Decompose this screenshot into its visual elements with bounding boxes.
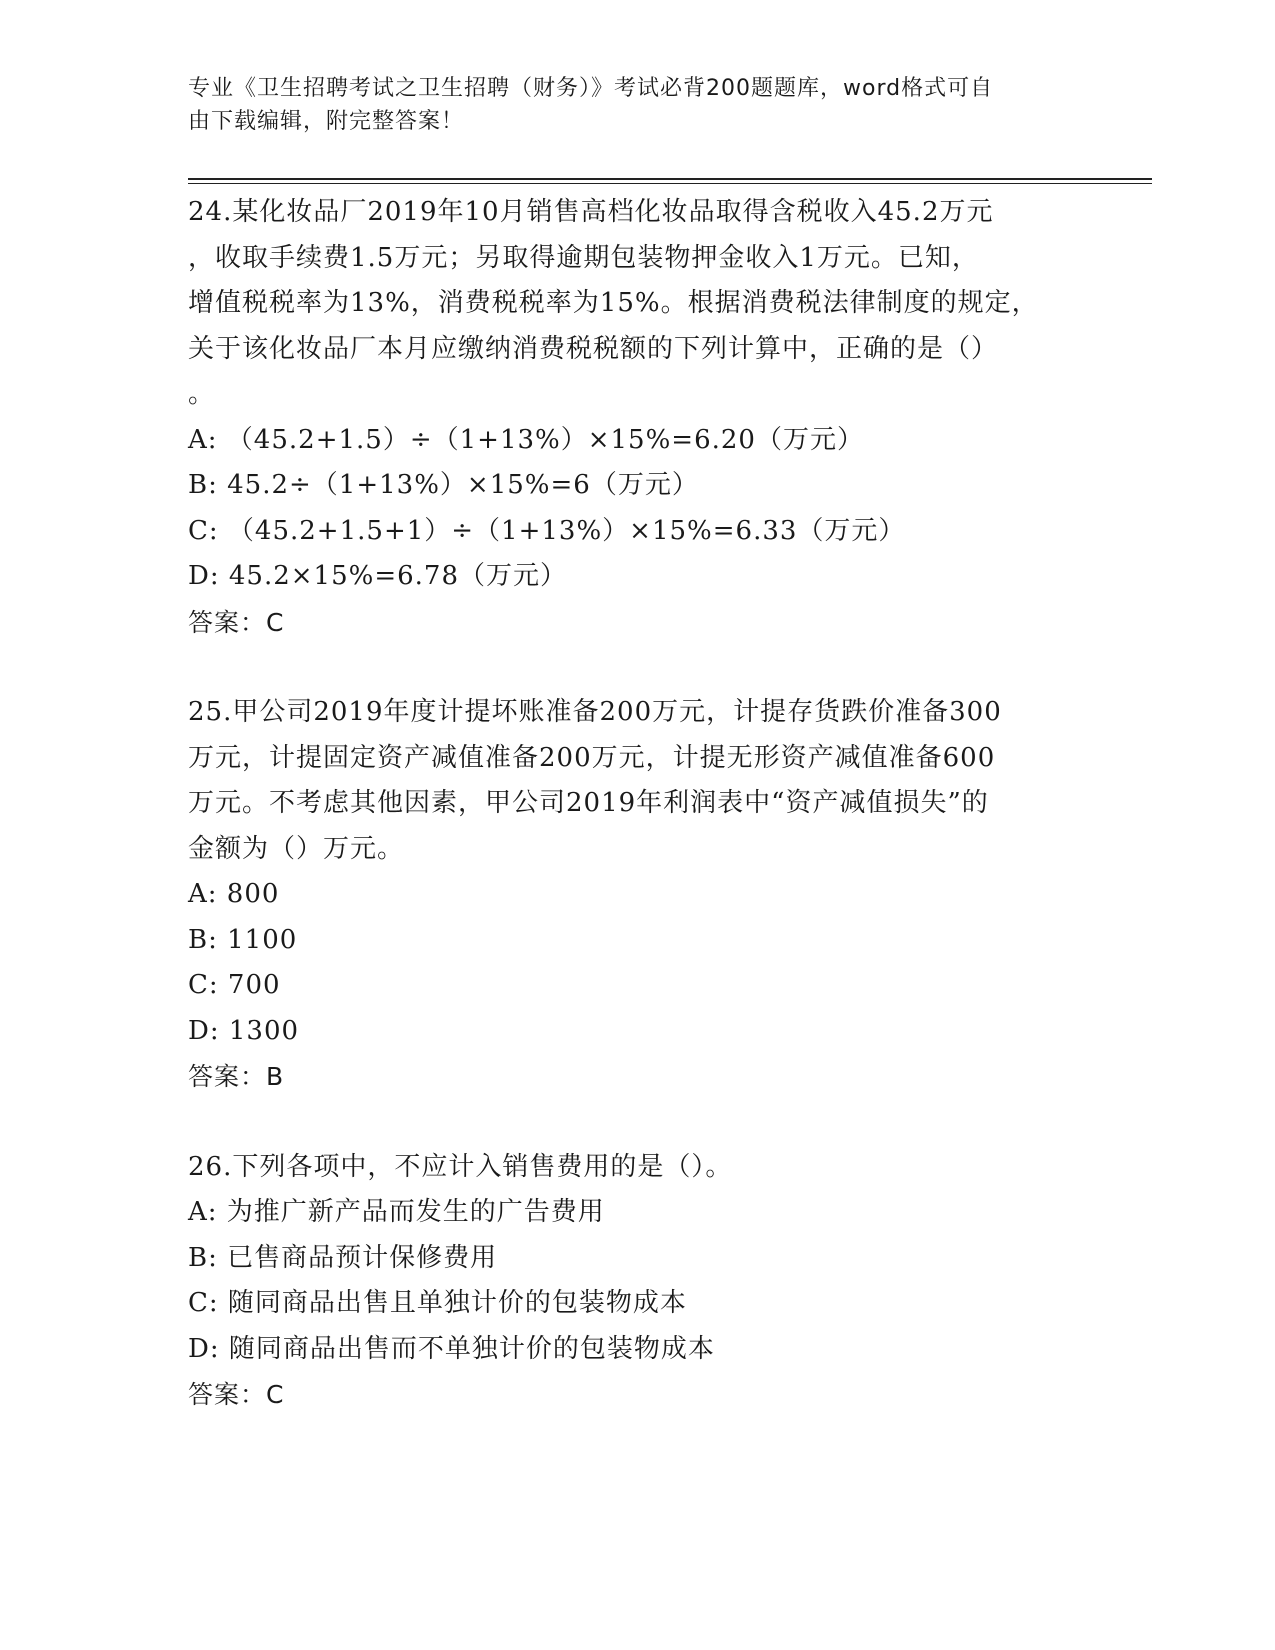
option-b: B: 1100: [188, 924, 298, 955]
header-rule-thin: [188, 183, 1152, 184]
question-stem-line: 关于该化妆品厂本月应缴纳消费税税额的下列计算中，正确的是（）: [188, 333, 999, 364]
option-c: C: （45.2+1.5+1）÷（1+13%）×15%=6.33（万元）: [188, 515, 906, 546]
header-line-1: 专业《卫生招聘考试之卫生招聘（财务）》考试必背200题题库，word格式可自: [188, 76, 994, 101]
option-b: B: 已售商品预计保修费用: [188, 1242, 498, 1273]
answer-line: 答案：C: [188, 607, 285, 637]
option-a: A: 为推广新产品而发生的广告费用: [188, 1197, 605, 1227]
header-rule-thick: [188, 178, 1152, 180]
option-b: B: 45.2÷（1+13%）×15%=6（万元）: [188, 470, 699, 500]
question-stem-line: 增值税税率为13%，消费税税率为15%。根据消费税法律制度的规定，: [188, 288, 1039, 318]
question-stem-line: 万元，计提固定资产减值准备200万元，计提无形资产减值准备600: [188, 742, 996, 773]
question-stem-line: 。: [188, 379, 216, 409]
document-header: [188, 72, 1068, 138]
option-c: C: 700: [188, 970, 281, 1000]
question-stem-line: 25.甲公司2019年度计提坏账准备200万元，计提存货跌价准备300: [188, 697, 1002, 727]
option-d: D: 1300: [188, 1015, 300, 1046]
question-list: [188, 190, 1088, 1463]
question-stem-line: 24.某化妆品厂2019年10月销售高档化妆品取得含税收入45.2万元: [188, 197, 994, 227]
header-line-2: 由下载编辑，附完整答案！: [188, 109, 465, 134]
answer-line: 答案：C: [188, 1380, 285, 1409]
question-stem-line: 万元。不考虑其他因素，甲公司2019年利润表中“资产减值损失”的: [188, 788, 989, 818]
option-d: D: 45.2×15%=6.78（万元）: [188, 561, 568, 591]
question-stem-line: ，收取手续费1.5万元；另取得逾期包装物押金收入1万元。已知，: [188, 242, 979, 273]
question-stem-line: 金额为（）万元。: [188, 833, 405, 864]
option-c: C: 随同商品出售且单独计价的包装物成本: [188, 1288, 687, 1318]
answer-line: 答案：B: [188, 1062, 285, 1091]
option-d: D: 随同商品出售而不单独计价的包装物成本: [188, 1333, 715, 1364]
option-a: A: 800: [188, 879, 280, 909]
question-26: [188, 1145, 1088, 1418]
question-24: [188, 190, 1088, 645]
question-25: [188, 690, 1088, 1100]
question-stem-line: 26.下列各项中，不应计入销售费用的是（）。: [188, 1151, 733, 1182]
option-a: A: （45.2+1.5）÷（1+13%）×15%=6.20（万元）: [188, 424, 864, 455]
